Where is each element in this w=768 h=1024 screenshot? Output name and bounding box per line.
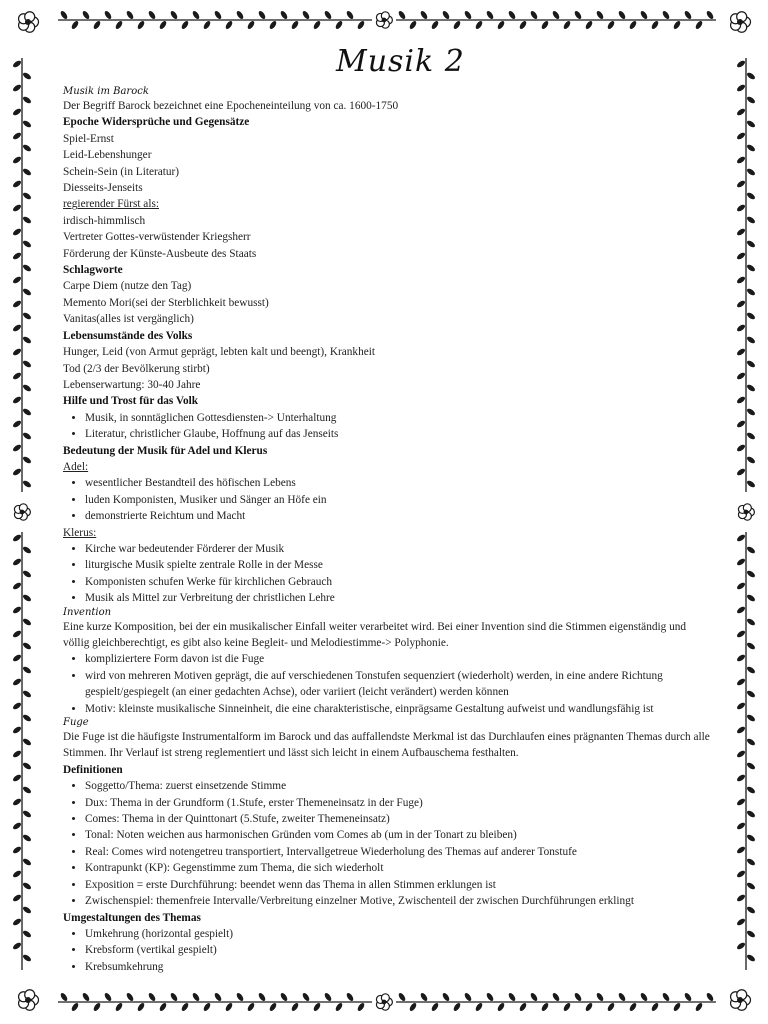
document-body xyxy=(63,86,713,975)
subheading-klerus: Klerus: xyxy=(63,526,97,539)
invention-text: Eine kurze Komposition, bei der ein musikalischer Einfall weiter verarbeitet wird. Bei einer Invention sind die Stimmen eigenständig und völlig gleichberechtigt, es gibt also keine Begleit- und Melodiestimme-> Polyphonie. xyxy=(63,620,687,649)
list-item: • wird von mehreren Motiven geprägt, die auf verschiedenen Tonstufen sequenziert (wiederholt) werden, in eine andere Richtung gespielt/gespiegelt (an einer gedachten Achse), oder variiert (leicht verändert) werden können xyxy=(85,668,713,701)
list-item: • Kontrapunkt (KP): Gegenstimme zum Thema, die sich wiederholt xyxy=(85,860,713,876)
list-item: • Musik als Mittel zur Verbreitung der christlichen Lehre xyxy=(85,590,713,606)
subheading-hilfe: Hilfe und Trost für das Volk xyxy=(63,395,199,408)
list-item: • liturgische Musik spielte zentrale Rolle in der Messe xyxy=(85,557,713,573)
list-item: • Musik, in sonntäglichen Gottesdiensten-> Unterhaltung xyxy=(85,410,713,426)
subheading-definitionen: Definitionen xyxy=(63,763,123,776)
bullet-list-adel xyxy=(63,475,713,524)
section-heading-fuge: Fuge xyxy=(63,717,89,729)
list-item: • Umkehrung (horizontal gespielt) xyxy=(85,926,713,942)
text-line: Lebenserwartung: 30-40 Jahre xyxy=(63,378,201,391)
subheading-fuerst: regierender Fürst als: xyxy=(63,198,159,211)
page-title: Musik 2 xyxy=(336,44,465,79)
text-line: irdisch-himmlisch xyxy=(63,214,146,227)
text-line: Förderung der Künste-Ausbeute des Staats xyxy=(63,247,257,260)
list-item: • Krebsumkehrung xyxy=(85,959,713,975)
list-item: • demonstrierte Reichtum und Macht xyxy=(85,508,713,524)
text-line: Schein-Sein (in Literatur) xyxy=(63,165,180,178)
bullet-list-umgestaltungen xyxy=(63,926,713,975)
list-item: • kompliziertere Form davon ist die Fuge xyxy=(85,651,713,667)
list-item: • Tonal: Noten weichen aus harmonischen Gründen vom Comes ab (um in der Tonart zu bleiben) xyxy=(85,827,713,843)
bullet-list-klerus xyxy=(63,541,713,607)
list-item: • Komponisten schufen Werke für kirchlichen Gebrauch xyxy=(85,574,713,590)
text-line: Vertreter Gottes-verwüstender Kriegsherr xyxy=(63,231,251,244)
subheading-lebensumstaende: Lebensumstände des Volks xyxy=(63,329,193,342)
text-line: Memento Mori(sei der Sterblichkeit bewusst) xyxy=(63,296,269,309)
text-line: Carpe Diem (nutze den Tag) xyxy=(63,280,192,293)
text-line: Leid-Lebenshunger xyxy=(63,149,152,162)
subheading-bedeutung: Bedeutung der Musik für Adel und Klerus xyxy=(63,444,268,457)
section-heading-invention: Invention xyxy=(63,606,112,618)
list-item: • Real: Comes wird notengetreu transportiert, Intervallgetreue Wiederholung des Themas auf anderer Tonstufe xyxy=(85,844,713,860)
list-item: • Literatur, christlicher Glaube, Hoffnung auf das Jenseits xyxy=(85,426,713,442)
list-item: • wesentlicher Bestandteil des höfischen Lebens xyxy=(85,475,713,491)
list-item: • Soggetto/Thema: zuerst einsetzende Stimme xyxy=(85,778,713,794)
list-item: • Krebsform (vertikal gespielt) xyxy=(85,942,713,958)
section-heading-barock: Musik im Barock xyxy=(63,86,149,97)
subheading-schlagworte: Schlagworte xyxy=(63,264,123,277)
subheading-adel: Adel: xyxy=(63,460,89,473)
text-line: Hunger, Leid (von Armut geprägt, lebten kalt und beengt), Krankheit xyxy=(63,346,376,359)
list-item: • Comes: Thema in der Quinttonart (5.Stufe, zweiter Themeneinsatz) xyxy=(85,811,713,827)
list-item: • Zwischenspiel: themenfreie Intervalle/Verbreitung einzelner Motive, Zwischenteil der zwischen Durchführungen erklingt xyxy=(85,893,713,909)
fuge-text: Die Fuge ist die häufigste Instrumentalform im Barock und das auffallendste Merkmal ist das Durchlaufen eines prägnanten Themas durch alle Stimmen. Ihr Verlauf ist streng reglementiert und lässt sich leicht in einem Aufbauschema festhalten. xyxy=(63,731,710,760)
subheading-umgestaltungen: Umgestaltungen des Themas xyxy=(63,911,201,924)
bullet-list-definitionen xyxy=(63,778,713,909)
list-item: • Exposition = erste Durchführung: beendet wenn das Thema in allen Stimmen erklungen ist xyxy=(85,877,713,893)
text-line: Spiel-Ernst xyxy=(63,132,114,145)
text-line: Tod (2/3 der Bevölkerung stirbt) xyxy=(63,362,210,375)
text-line: Diesseits-Jenseits xyxy=(63,182,143,195)
bullet-list-hilfe xyxy=(63,410,713,443)
list-item: • Kirche war bedeutender Förderer der Musik xyxy=(85,541,713,557)
subheading-gegensaetze: Epoche Widersprüche und Gegensätze xyxy=(63,116,250,129)
intro-text: Der Begriff Barock bezeichnet eine Epocheneinteilung von ca. 1600-1750 xyxy=(63,100,399,112)
bullet-list-invention xyxy=(63,651,713,717)
text-line: Vanitas(alles ist vergänglich) xyxy=(63,313,194,326)
list-item: • luden Komponisten, Musiker und Sänger an Höfe ein xyxy=(85,492,713,508)
list-item: • Motiv: kleinste musikalische Sinneinheit, die eine charakteristische, einprägsame Gestaltung aufweist und wandlungsfähig ist xyxy=(85,701,713,717)
list-item: • Dux: Thema in der Grundform (1.Stufe, erster Themeneinsatz in der Fuge) xyxy=(85,795,713,811)
